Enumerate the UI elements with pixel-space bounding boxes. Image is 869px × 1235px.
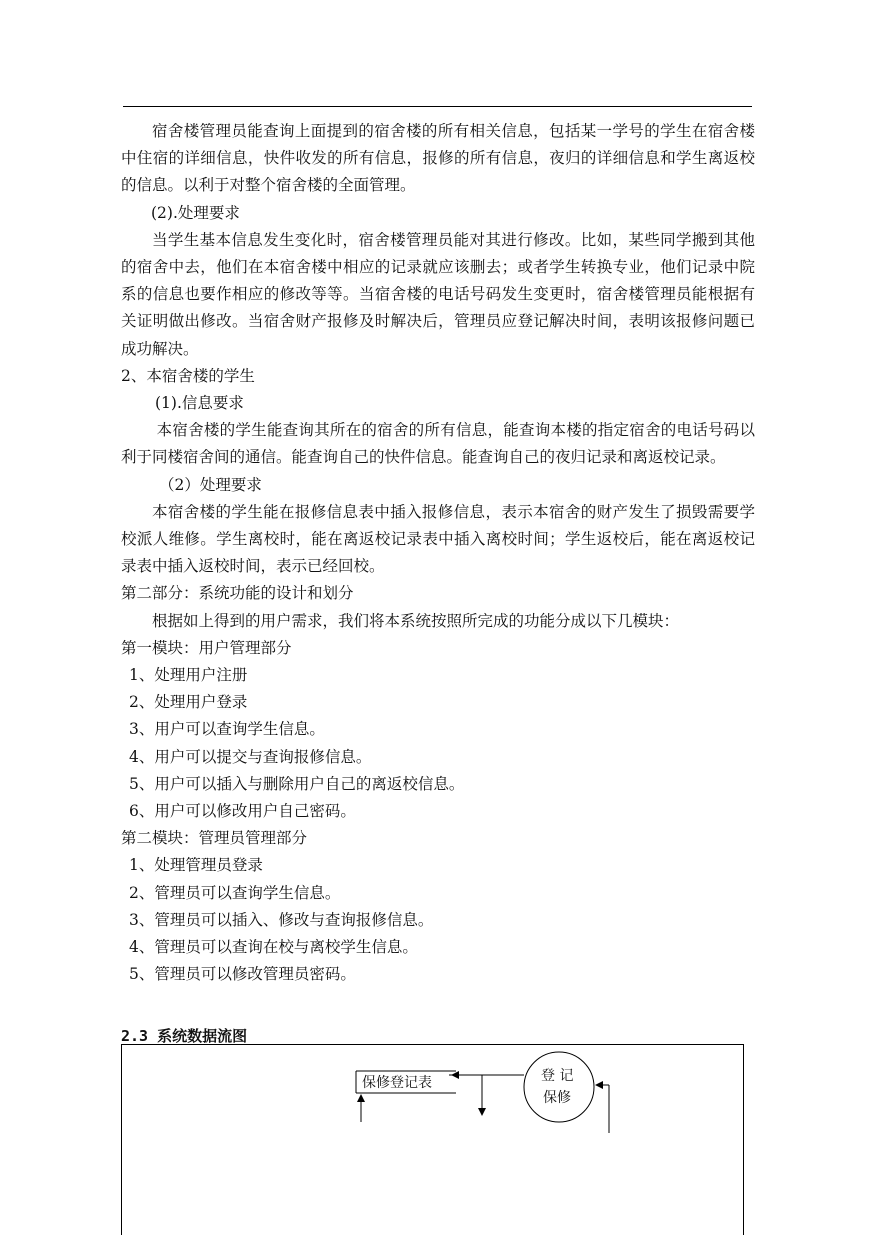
module-heading: 第一模块：用户管理部分: [121, 638, 292, 657]
paragraph: 本宿舍楼的学生能在报修信息表中插入报修信息，表示本宿舍的财产发生了损毁需要学校派人维修。学生离校时，能在离返校记录表中插入离校时间；学生返校后，能在离返校记录表中插入返校时间，表示已经回校。: [121, 502, 755, 576]
list-item: 5、管理员可以修改管理员密码。: [129, 965, 356, 984]
list-item: 6、用户可以修改用户自己密码。: [129, 802, 356, 821]
paragraph: 根据如上得到的用户需求，我们将本系统按照所完成的功能分成以下几模块：: [152, 611, 680, 630]
paragraph: 本宿舍楼的学生能查询其所在的宿舍的所有信息，能查询本楼的指定宿舍的电话号码以利于同楼宿舍间的通信。能查询自己的快件信息。能查询自己的夜归记录和离返校记录。: [121, 421, 755, 467]
process-circle: [524, 1052, 594, 1122]
list-item: 2、管理员可以查询学生信息。: [129, 883, 341, 902]
section-heading: 2、本宿舍楼的学生: [121, 366, 255, 385]
document-body: [121, 118, 755, 989]
section-heading: 第二部分：系统功能的设计和划分: [121, 584, 354, 603]
section-title: 2.3 系统数据流图: [121, 1027, 248, 1045]
list-item: 5、用户可以插入与删除用户自己的离返校信息。: [129, 774, 465, 793]
subheading: （2）处理要求: [159, 475, 262, 494]
subheading: (2).处理要求: [151, 203, 240, 222]
diagram-canvas: [122, 1045, 743, 1235]
process-label: 登 记: [541, 1068, 574, 1084]
list-item: 1、处理用户注册: [129, 666, 248, 685]
paragraph: 宿舍楼管理员能查询上面提到的宿舍楼的所有相关信息，包括某一学号的学生在宿舍楼中住宿的详细信息，快件收发的所有信息，报修的所有信息，夜归的详细信息和学生离返校的信息。以利于对整个宿舍楼的全面管理。: [121, 122, 755, 195]
list-item: 2、处理用户登录: [129, 693, 248, 712]
process-label: 保修: [543, 1090, 571, 1106]
list-item: 1、处理管理员登录: [129, 856, 263, 875]
list-item: 4、管理员可以查询在校与离校学生信息。: [129, 938, 418, 957]
data-flow-diagram: [121, 1044, 744, 1235]
list-item: 3、管理员可以插入、修改与查询报修信息。: [129, 910, 434, 929]
subheading: (1).信息要求: [155, 394, 244, 413]
list-item: 3、用户可以查询学生信息。: [129, 720, 325, 739]
paragraph: 当学生基本信息发生变化时，宿舍楼管理员能对其进行修改。比如，某些同学搬到其他的宿舍中去，他们在本宿舍楼中相应的记录就应该删去；或者学生转换专业，他们记录中院系的信息也要作相应的修改等等。当宿舍楼的电话号码发生变更时，宿舍楼管理员能根据有关证明做出修改。当宿舍财产报修及时解决后，管理员应登记解决时间，表明该报修问题已成功解决。: [121, 230, 755, 358]
list-item: 4、用户可以提交与查询报修信息。: [129, 747, 372, 766]
data-store-label: 保修登记表: [362, 1075, 432, 1091]
header-rule: [123, 106, 752, 107]
module-heading: 第二模块：管理员管理部分: [121, 829, 308, 848]
